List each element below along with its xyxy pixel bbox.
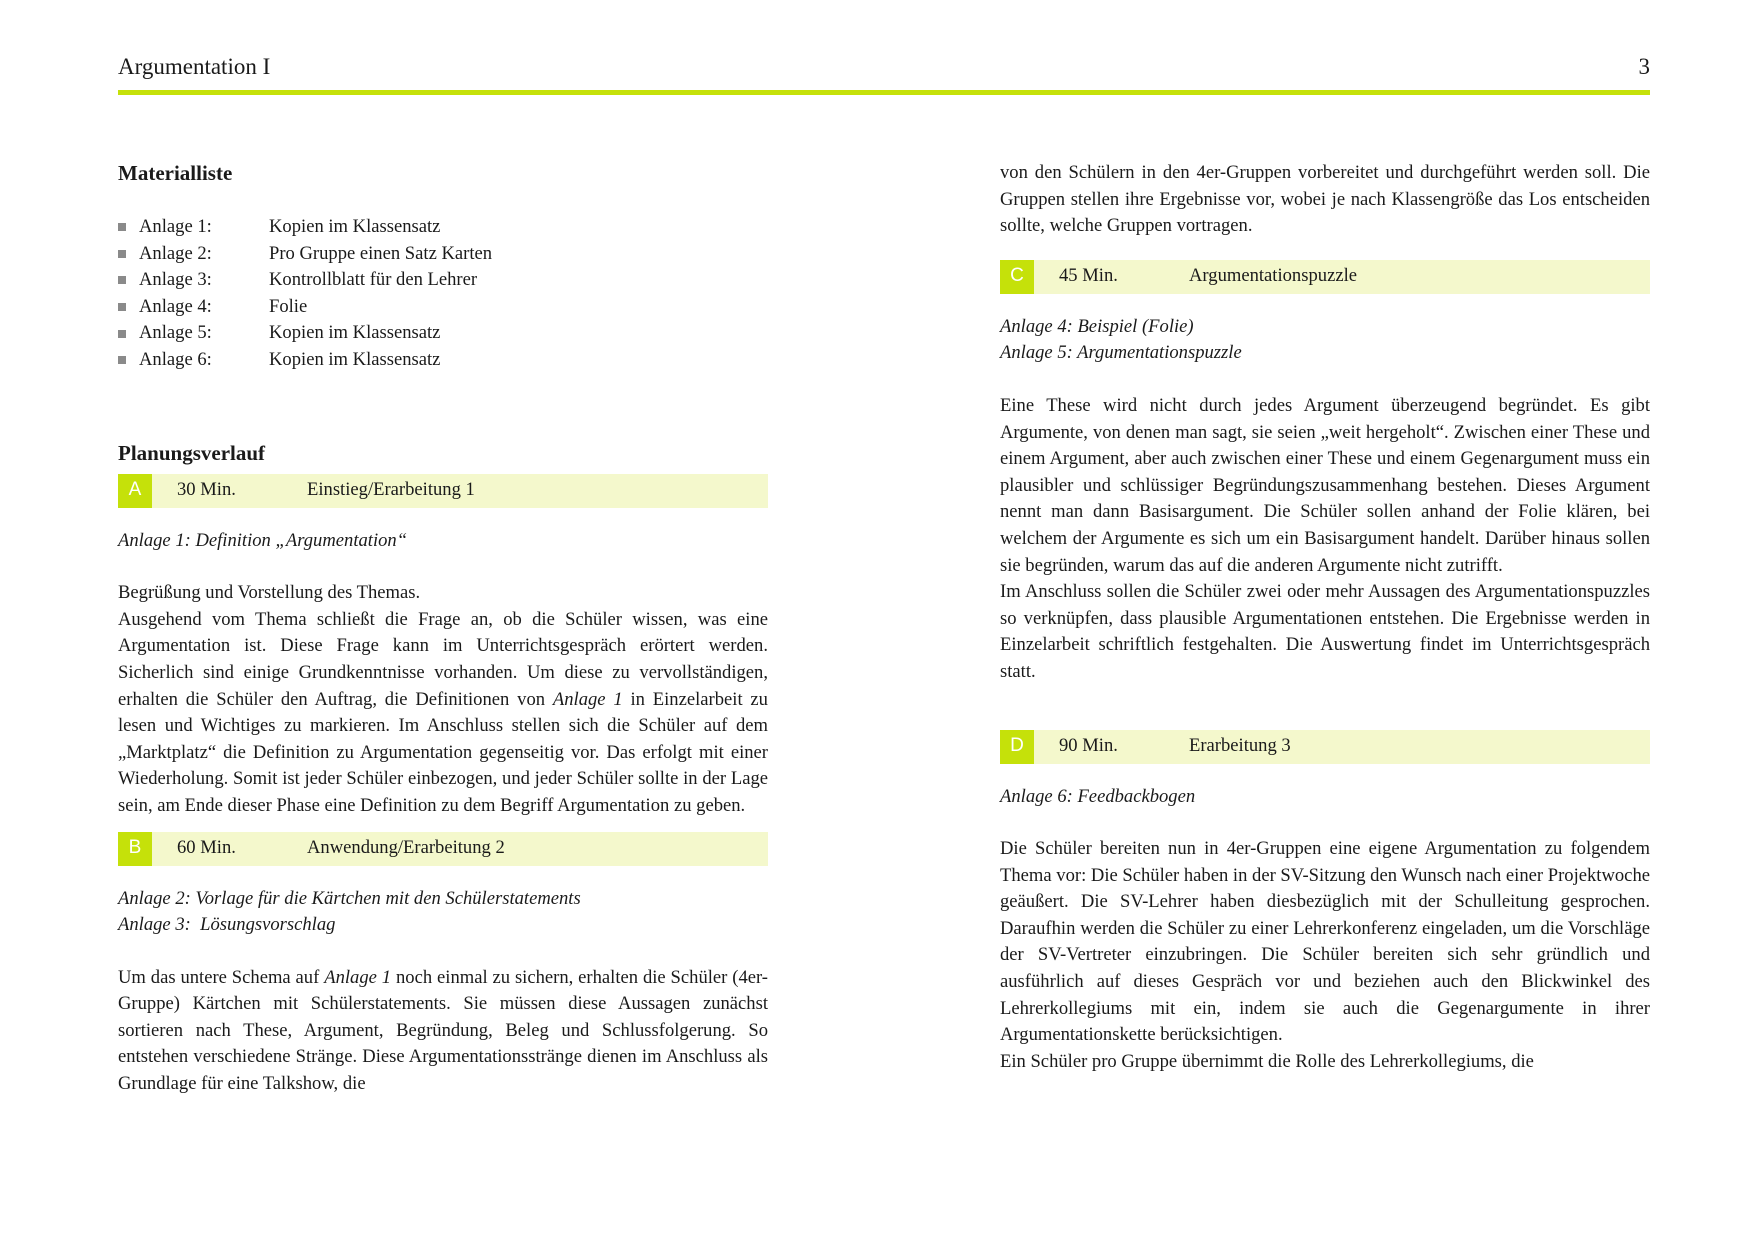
phase-bar-c xyxy=(1000,260,1650,294)
phase-bar-b xyxy=(118,832,768,866)
list-item xyxy=(118,214,768,241)
header-rule xyxy=(118,90,1650,95)
phase-letter: D xyxy=(1000,730,1034,764)
phase-minutes: 45 Min. xyxy=(1059,265,1118,287)
anlage-inline-ref: Anlage 1 xyxy=(324,966,392,988)
list-item xyxy=(118,267,768,294)
list-item xyxy=(118,320,768,347)
anlage-inline-ref: Anlage 1 xyxy=(552,688,623,710)
material-value: Kopien im Klassensatz xyxy=(269,348,441,370)
phase-letter: A xyxy=(118,474,152,508)
phase-title: Anwendung/Erarbeitung 2 xyxy=(307,837,505,859)
phase-title: Einstieg/Erarbeitung 1 xyxy=(307,479,475,501)
page-header xyxy=(118,54,1650,94)
page-number: 3 xyxy=(1638,54,1650,79)
square-bullet-icon xyxy=(118,276,126,284)
paragraph: Um das untere Schema auf Anlage 1 noch einmal zu sichern, erhalten die Schüler (4er-Gruppe) Kärtchen mit Schülerstatements. Sie müssen diese Aussagen zunächst sortieren nach These, Argument, Begründung, Beleg und Schlussfolgerung. So entstehen verschiedene Stränge. Diese Argumentationsstränge dienen im Anschluss als Grundlage für eine Talkshow, die xyxy=(118,966,769,1095)
material-key: Anlage 5: xyxy=(139,322,212,344)
anlage-reference: Anlage 5: Argumentationspuzzle xyxy=(1000,342,1242,364)
left-column xyxy=(118,160,768,1098)
phase-minutes: 60 Min. xyxy=(177,837,236,859)
material-key: Anlage 3: xyxy=(139,269,212,291)
paragraph: Im Anschluss sollen die Schüler zwei oder mehr Aussagen des Argumentationspuzzles so verknüpfen, dass plausible Argumentationen entstehen. Die Ergebnisse werden in Einzelarbeit schriftlich festgehalten. Die Auswertung findet im Unterrichtsgespräch statt. xyxy=(1000,581,1650,682)
material-value: Pro Gruppe einen Satz Karten xyxy=(269,242,493,264)
material-value: Kopien im Klassensatz xyxy=(269,322,441,344)
paragraph: Begrüßung und Vorstellung des Themas. xyxy=(118,582,421,604)
material-value: Folie xyxy=(269,295,308,317)
phase-title: Argumentationspuzzle xyxy=(1189,265,1357,287)
phase-letter: B xyxy=(118,832,152,866)
paragraph-continued: von den Schülern in den 4er-Gruppen vorbereitet und durchgeführt werden soll. Die Gruppen stellen ihre Ergebnisse vor, wobei je nach Klassengröße das Los entscheiden sollte, welche Gruppen vortragen. xyxy=(1000,162,1650,237)
anlage-reference: Anlage 4: Beispiel (Folie) xyxy=(1000,315,1194,337)
anlage-reference: Anlage 1: Definition „Argumentation“ xyxy=(118,529,408,551)
list-item xyxy=(118,347,768,374)
paragraph: Die Schüler bereiten nun in 4er-Gruppen eine eigene Argumentation zu folgendem Thema vor: Die Schüler haben in der SV-Sitzung den Wunsch nach einer Projektwoche geäußert. Die SV-Lehrer haben diesbezüglich mit der Schulleitung gesprochen. Daraufhin werden die Schüler zu einer Lehrerkonferenz eingeladen, um die Vorschläge der SV-Vertreter einzubringen. Die Schüler bereiten sich sehr gründlich und ausführlich auf dieses Gespräch vor und beziehen auch den Blickwinkel des Lehrerkollegiums mit ein, indem sie auch die Gegenargumente in ihrer Argumentationskette berücksichtigen. xyxy=(1000,838,1650,1046)
phase-letter: C xyxy=(1000,260,1034,294)
paragraph: Eine These wird nicht durch jedes Argument überzeugend begründet. Es gibt Argumente, von denen man sagt, sie seien „weit hergeholt“. Zwischen einer These und einem Argument, aber auch zwischen einer These und einem Gegenargument muss ein plausibler und schlüssiger Begründungszusammenhang bestehen. Dieses Argument nennt man dann Basisargument. Die Schüler sollen anhand der Folie klären, bei welchem der Argumente es sich um ein Basisargument handelt. Darüber hinaus sollen sie begründen, warum das auf die anderen Argumente nicht zutrifft. xyxy=(1000,394,1650,576)
square-bullet-icon xyxy=(118,330,126,338)
planungsverlauf-heading: Planungsverlauf xyxy=(118,440,266,465)
square-bullet-icon xyxy=(118,303,126,311)
material-list xyxy=(118,214,768,374)
material-key: Anlage 2: xyxy=(139,242,212,264)
square-bullet-icon xyxy=(118,356,126,364)
anlage-reference: Anlage 3: Lösungsvorschlag xyxy=(118,914,336,936)
materialliste-heading: Materialliste xyxy=(118,161,233,185)
anlage-reference: Anlage 2: Vorlage für die Kärtchen mit den Schülerstatements xyxy=(118,887,581,909)
material-key: Anlage 6: xyxy=(139,348,212,370)
list-item xyxy=(118,294,768,321)
material-value: Kopien im Klassensatz xyxy=(269,216,441,237)
material-key: Anlage 1: xyxy=(139,216,212,237)
material-value: Kontrollblatt für den Lehrer xyxy=(269,269,478,291)
phase-bar-a xyxy=(118,474,768,508)
phase-title: Erarbeitung 3 xyxy=(1189,735,1291,757)
material-key: Anlage 4: xyxy=(139,295,212,317)
right-column xyxy=(1000,160,1650,1075)
list-item xyxy=(118,241,768,268)
paragraph: Ein Schüler pro Gruppe übernimmt die Rolle des Lehrerkollegiums, die xyxy=(1000,1050,1534,1072)
anlage-reference: Anlage 6: Feedbackbogen xyxy=(1000,785,1196,807)
square-bullet-icon xyxy=(118,250,126,258)
phase-bar-d xyxy=(1000,730,1650,764)
phase-minutes: 90 Min. xyxy=(1059,735,1118,757)
header-title: Argumentation I xyxy=(118,54,271,79)
square-bullet-icon xyxy=(118,223,126,231)
paragraph: Ausgehend vom Thema schließt die Frage an, ob die Schüler wissen, was eine Argumentation ist. Diese Frage kann im Unterrichtsgespräch erörtert werden. Sicherlich sind einige Grundkenntnisse vorhanden. Um diese zu vervollständigen, erhalten die Schüler den Auftrag, die Definitionen von Anlage 1 in Einzelarbeit zu lesen und Wichtiges zu markieren. Im Anschluss stellen sich die Schüler auf dem „Marktplatz“ die Definition zu Argumentation gegenseitig vor. Das erfolgt mit einer Wiederholung. Somit ist jeder Schüler einbezogen, und jeder Schüler sollte in der Lage sein, am Ende dieser Phase eine Definition zu dem Begriff Argumentation zu geben. xyxy=(118,608,768,816)
phase-minutes: 30 Min. xyxy=(177,479,236,501)
